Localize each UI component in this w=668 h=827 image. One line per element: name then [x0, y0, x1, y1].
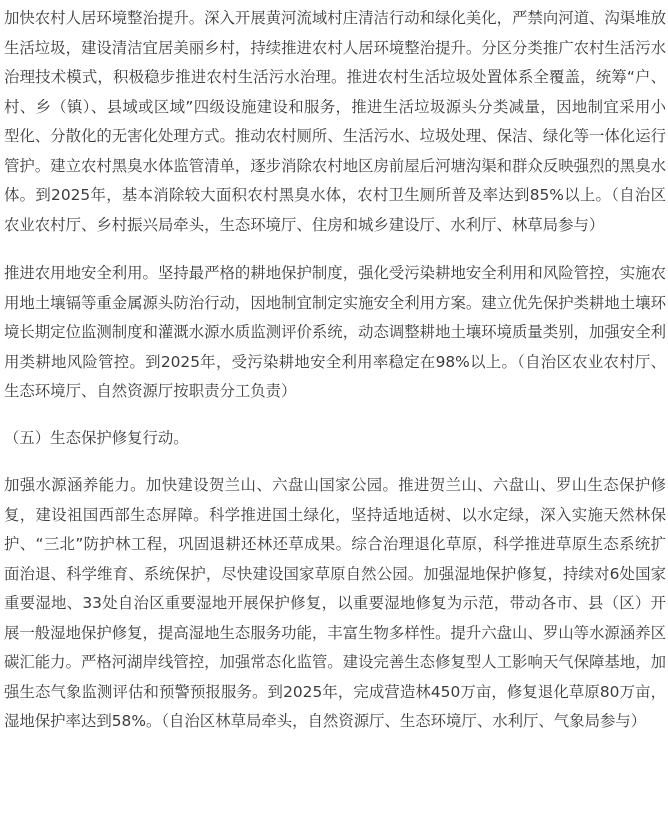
- paragraph-rural-living-environment: 加快农村人居环境整治提升。深入开展黄河流域村庄清洁行动和绿化美化，严禁向河道、沟渠堆放生活垃圾，建设清洁宜居美丽乡村，持续推进农村人居环境整治提升。分区分类推广农村生活污水治理技术模式，积极稳步推进农村生活污水治理。推进农村生活垃圾处置体系全覆盖，统筹“户、村、乡（镇）、县域或区域”四级设施建设和服务，推进生活垃圾源头分类减量，因地制宜采用小型化、分散化的无害化处理方式。推动农村厕所、生活污水、垃圾处理、保洁、绿化等一体化运行管护。建立农村黑臭水体监管清单，逐步消除农村地区房前屋后河塘沟渠和群众反映强烈的黑臭水体。到2025年，基本消除较大面积农村黑臭水体，农村卫生厕所普及率达到85%以上。（自治区农业农村厅、乡村振兴局牵头，生态环境厅、住房和城乡建设厅、水利厅、林草局参与）: [4, 9, 666, 234]
- article-body: [4, 0, 666, 737]
- paragraph-water-conservation: 加强水源涵养能力。加快建设贺兰山、六盘山国家公园。推进贺兰山、六盘山、罗山生态保护修复，建设祖国西部生态屏障。科学推进国土绿化，坚持适地适树、以水定绿，深入实施天然林保护、“三北”防护林工程，巩固退耕还林还草成果。综合治理退化草原，科学推进草原生态系统扩面治退、科学维育、系统保护，尽快建设国家草原自然公园。加强湿地保护修复，持续对6处国家重要湿地、33处自治区重要湿地开展保护修复，以重要湿地修复为示范，带动各市、县（区）开展一般湿地保护修复，提高湿地生态服务功能，丰富生物多样性。提升六盘山、罗山等水源涵养区碳汇能力。严格河湖岸线管控，加强常态化监管。建设完善生态修复型人工影响天气保障基地，加强生态气象监测评估和预警预报服务。到2025年，完成营造林450万亩，修复退化草原80万亩，湿地保护率达到58%。（自治区林草局牵头，自然资源厅、生态环境厅、水利厅、气象局参与）: [4, 476, 666, 730]
- section-heading-ecological-restoration: （五）生态保护修复行动。: [4, 428, 189, 447]
- paragraph-farmland-safe-use: 推进农用地安全利用。坚持最严格的耕地保护制度，强化受污染耕地安全利用和风险管控，实施农用地土壤镉等重金属源头防治行动，因地制宜制定实施安全利用方案。建立优先保护类耕地土壤环境长期定位监测制度和灌溉水源水质监测评价系统，动态调整耕地土壤环境质量类别，加强安全利用类耕地风险管控。到2025年，受污染耕地安全利用率稳定在98%以上。（自治区农业农村厅、生态环境厅、自然资源厅按职责分工负责）: [4, 264, 666, 400]
